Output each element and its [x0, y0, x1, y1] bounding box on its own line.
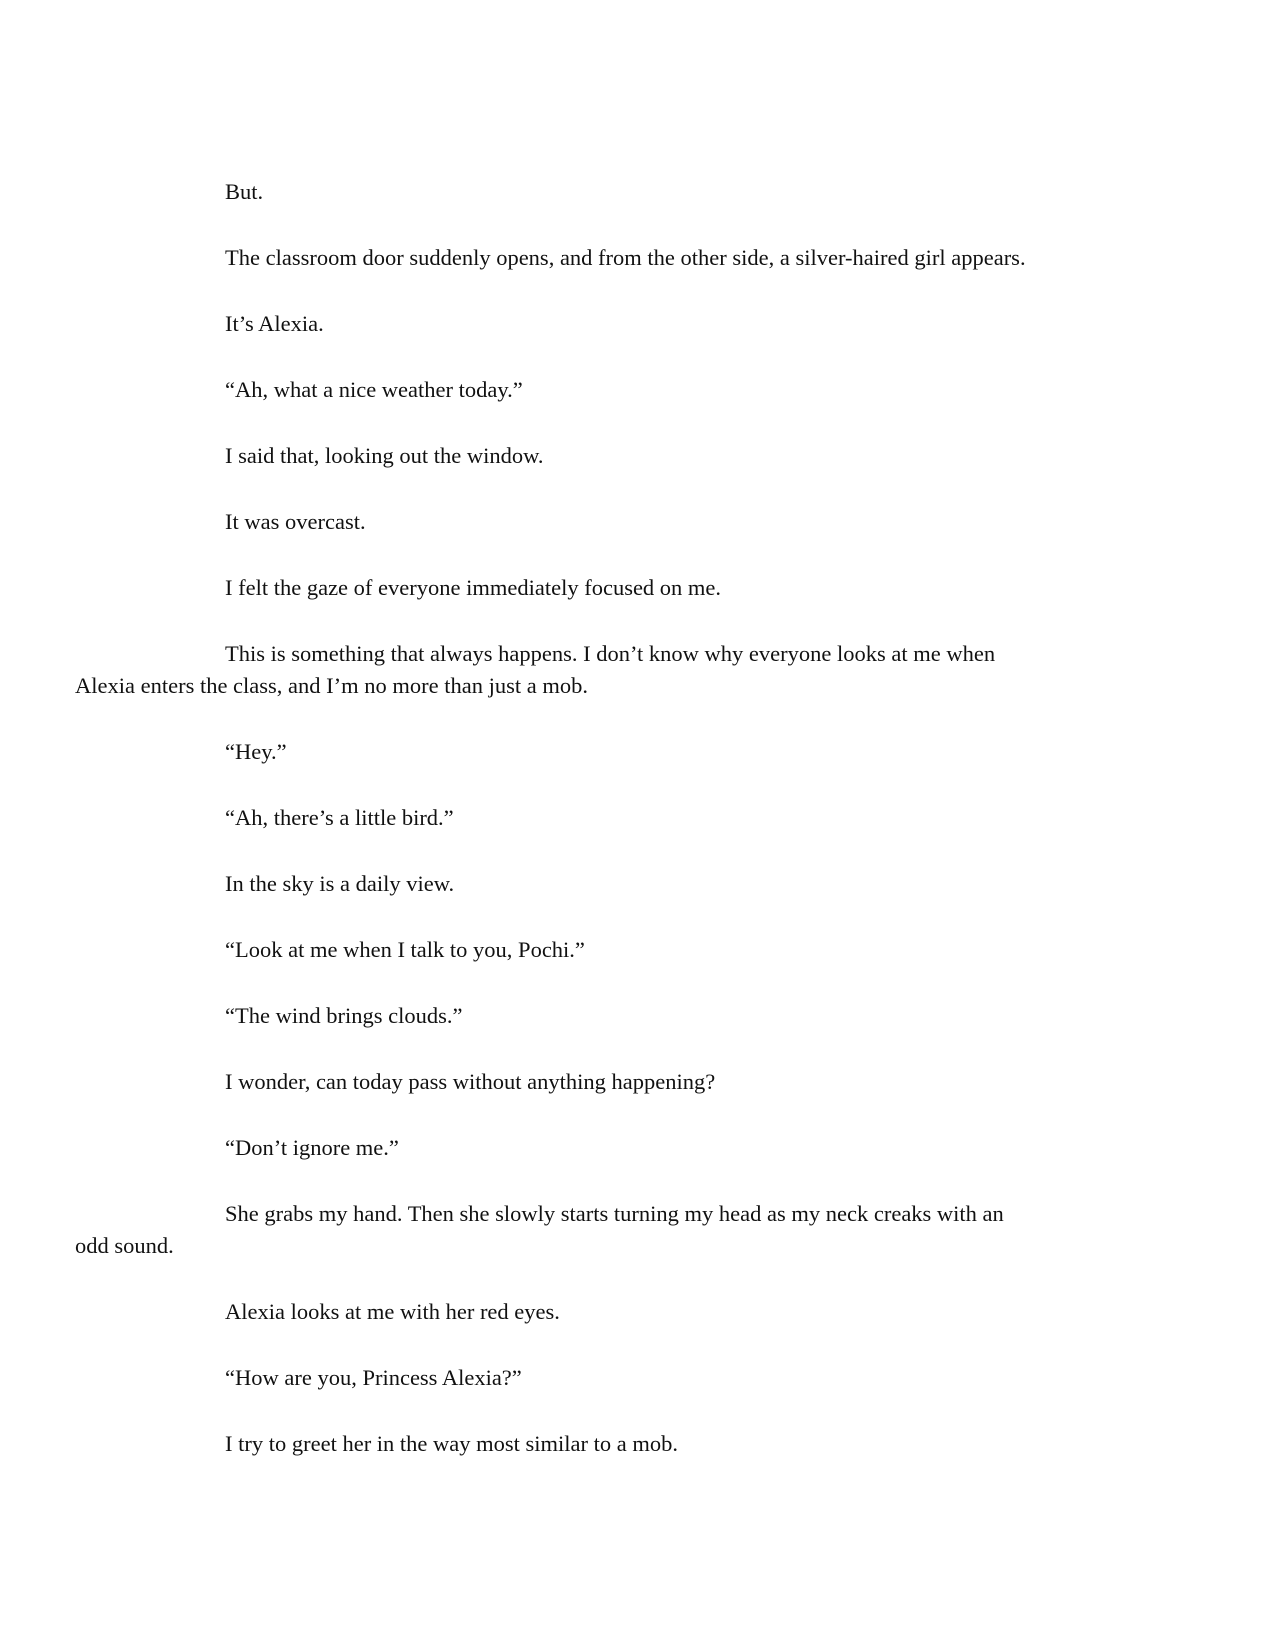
paragraph: [150, 736, 1130, 768]
paragraph: [150, 934, 1130, 966]
paragraph: [150, 308, 1130, 340]
text-line: “Ah, there’s a little bird.”: [225, 805, 454, 830]
text-line: But.: [225, 179, 264, 204]
text-line: Alexia enters the class, and I’m no more than just a mob.: [75, 673, 588, 698]
text-line: odd sound.: [75, 1233, 174, 1258]
text-line: I felt the gaze of everyone immediately focused on me.: [225, 575, 722, 600]
paragraph: [150, 572, 1130, 604]
text-line: The classroom door suddenly opens, and from the other side, a silver-haired girl appears.: [225, 245, 1026, 270]
paragraph: [150, 868, 1130, 900]
text-line: I wonder, can today pass without anything happening?: [225, 1069, 716, 1094]
paragraph: [150, 1362, 1130, 1394]
text-line: I said that, looking out the window.: [225, 443, 544, 468]
paragraph: [150, 242, 1130, 274]
text-line: It’s Alexia.: [225, 311, 324, 336]
paragraph: [150, 1428, 1130, 1460]
paragraph: [150, 374, 1130, 406]
text-line: I try to greet her in the way most similar to a mob.: [225, 1431, 679, 1456]
paragraph: [150, 440, 1130, 472]
text-line: This is something that always happens. I don’t know why everyone looks at me when: [225, 641, 996, 666]
paragraph: [75, 638, 1130, 702]
paragraph: [150, 1066, 1130, 1098]
paragraph: [150, 802, 1130, 834]
text-line: “Ah, what a nice weather today.”: [225, 377, 523, 402]
text-line: “Look at me when I talk to you, Pochi.”: [225, 937, 585, 962]
text-line: Alexia looks at me with her red eyes.: [225, 1299, 560, 1324]
paragraph: [150, 1000, 1130, 1032]
text-line: It was overcast.: [225, 509, 366, 534]
paragraph: [150, 176, 1130, 208]
page-body-text: [75, 176, 1130, 1494]
text-line: In the sky is a daily view.: [225, 871, 455, 896]
text-line: She grabs my hand. Then she slowly starts turning my head as my neck creaks with an: [225, 1201, 1004, 1226]
text-line: “How are you, Princess Alexia?”: [225, 1365, 522, 1390]
paragraph: [150, 506, 1130, 538]
text-line: “Hey.”: [225, 739, 287, 764]
text-line: “Don’t ignore me.”: [225, 1135, 399, 1160]
paragraph: [150, 1296, 1130, 1328]
paragraph: [75, 1198, 1130, 1262]
paragraph: [150, 1132, 1130, 1164]
text-line: “The wind brings clouds.”: [225, 1003, 463, 1028]
